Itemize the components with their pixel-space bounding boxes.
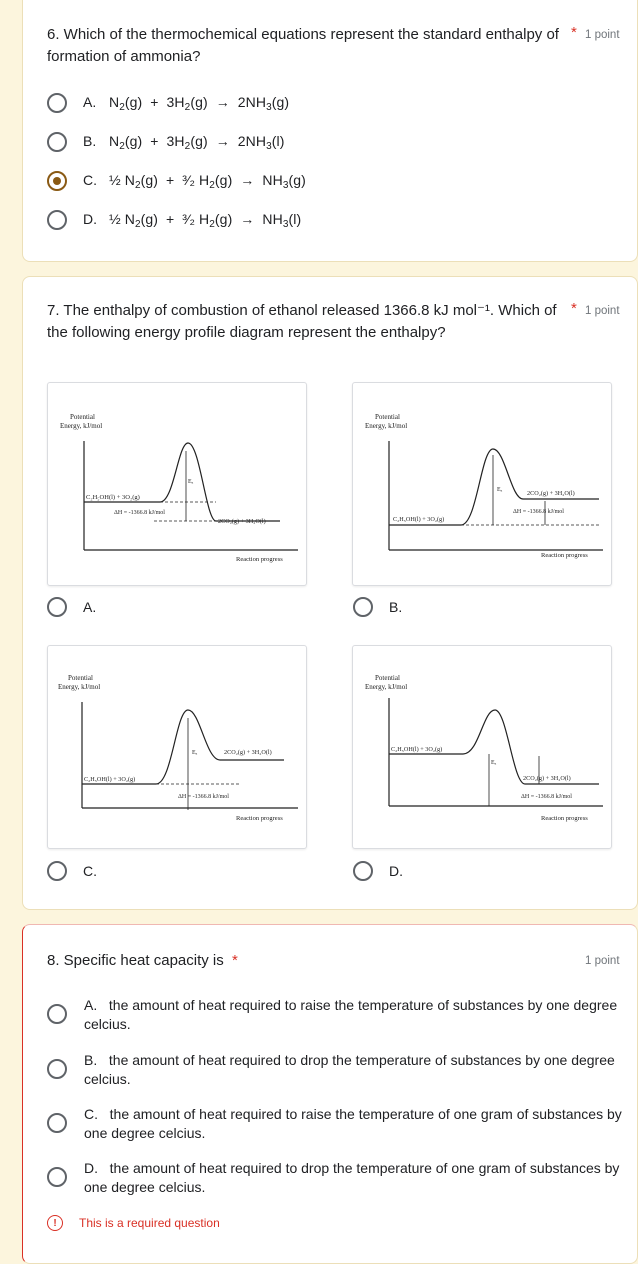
products-label: 2CO₂(g) + 3H₂O(l)	[523, 775, 571, 782]
diagram-d	[352, 645, 612, 849]
q8-option-c[interactable]	[47, 1105, 627, 1143]
y-axis-label: Potential	[68, 674, 93, 682]
radio-button-selected[interactable]	[47, 171, 67, 191]
q6-option-b[interactable]	[47, 132, 285, 152]
q8-option-d[interactable]	[47, 1159, 627, 1197]
y-axis-label: Energy, kJ/mol	[58, 683, 101, 691]
question-8-card	[22, 924, 638, 1264]
q7-option-c[interactable]	[47, 861, 97, 881]
radio-button[interactable]	[47, 1113, 67, 1133]
y-axis-label: Energy, kJ/mol	[365, 422, 408, 430]
delta-h-label: ΔH = -1366.8 kJ/mol	[521, 794, 572, 800]
x-axis-label: Reaction progress	[541, 815, 588, 822]
x-axis-label: Reaction progress	[236, 815, 283, 822]
option-label: C. ½ $N_2(g)$ + ³⁄₂ $H_2(g) \to NH_3(g)$	[83, 171, 306, 191]
ea-label: Eₐ	[497, 487, 503, 493]
diagram-b	[352, 382, 612, 586]
option-label: A. $N_2(g) + 3H_2(g) \to 2NH_3(g)$	[83, 93, 290, 113]
option-label: B.	[389, 599, 403, 615]
option-label: B. the amount of heat required to drop the temperature of substances by one degree celcius.	[84, 1052, 615, 1087]
question-6-title: 6. Which of the thermochemical equations represent the standard enthalpy of formation of ammonia?	[47, 26, 559, 65]
reactants-label: C₂H₅OH(l) + 3O₂(g)	[86, 494, 140, 501]
q7-option-d[interactable]	[353, 861, 403, 881]
question-points: 1 point	[585, 955, 620, 967]
q6-option-a[interactable]	[47, 93, 289, 113]
delta-h-label: ΔH = -1366.8 kJ/mol	[114, 510, 165, 516]
y-axis-label: Potential	[375, 413, 400, 421]
ea-label: Eₐ	[192, 750, 198, 756]
radio-button[interactable]	[353, 597, 373, 617]
ea-label: Eₐ	[188, 479, 194, 485]
radio-button[interactable]	[47, 132, 67, 152]
required-asterisk: *	[571, 300, 577, 317]
products-label: 2CO₂(g) + 3H₂O(l)	[218, 518, 266, 525]
option-label: A. the amount of heat required to raise the temperature of substances by one degree celcius.	[84, 997, 618, 1032]
y-axis-label: Energy, kJ/mol	[365, 683, 408, 691]
required-asterisk: *	[571, 24, 577, 41]
question-points: 1 point	[585, 305, 620, 317]
option-label: A.	[83, 599, 97, 615]
q6-option-c[interactable]	[47, 171, 306, 191]
y-axis-label: Potential	[70, 413, 95, 421]
products-label: 2CO₂(g) + 3H₂O(l)	[527, 490, 575, 497]
reactants-label: C₂H₅OH(l) + 3O₂(g)	[393, 516, 445, 523]
reactants-label: C₂H₅OH(l) + 3O₂(g)	[84, 776, 136, 783]
q7-option-a[interactable]	[47, 597, 96, 617]
question-6-card	[22, 0, 638, 262]
radio-button[interactable]	[353, 861, 373, 881]
delta-h-label: ΔH = -1366.8 kJ/mol	[513, 509, 564, 515]
diagram-a	[47, 382, 307, 586]
q7-option-b[interactable]	[353, 597, 402, 617]
radio-button[interactable]	[47, 597, 67, 617]
diagram-c	[47, 645, 307, 849]
y-axis-label: Energy, kJ/mol	[60, 422, 103, 430]
radio-button[interactable]	[47, 210, 67, 230]
question-7-card	[22, 276, 638, 910]
q8-option-a[interactable]	[47, 996, 627, 1034]
q8-option-b[interactable]	[47, 1051, 627, 1089]
radio-button[interactable]	[47, 1059, 67, 1079]
radio-button[interactable]	[47, 93, 67, 113]
radio-button[interactable]	[47, 861, 67, 881]
option-label: B. $N_2(g) + 3H_2(g) \to 2NH_3(l)$	[83, 132, 285, 152]
y-axis-label: Potential	[375, 674, 400, 682]
question-7-title: 7. The enthalpy of combustion of ethanol released 1366.8 kJ mol⁻¹. Which of the following energy profile diagram represent the enthalpy?	[47, 302, 557, 341]
question-8-title: 8. Specific heat capacity is *	[47, 952, 238, 969]
products-label: 2CO₂(g) + 3H₂O(l)	[224, 749, 272, 756]
radio-button[interactable]	[47, 1167, 67, 1187]
required-asterisk: *	[231, 952, 238, 969]
option-label: D.	[389, 863, 403, 879]
ea-label: Eₐ	[491, 760, 497, 766]
option-label: C. the amount of heat required to raise the temperature of one gram of substances by one degree celcius.	[84, 1106, 622, 1141]
error-message: This is a required question	[79, 1216, 220, 1230]
reactants-label: C₂H₅OH(l) + 3O₂(g)	[391, 746, 443, 753]
q6-option-d[interactable]	[47, 210, 301, 230]
required-error	[47, 1215, 220, 1231]
option-label: D. ½ $N_2(g)$ + ³⁄₂ $H_2(g) \to NH_3(l)$	[83, 210, 302, 230]
x-axis-label: Reaction progress	[541, 552, 588, 559]
question-points: 1 point	[585, 29, 620, 41]
radio-button[interactable]	[47, 1004, 67, 1024]
error-icon: !	[47, 1215, 63, 1231]
x-axis-label: Reaction progress	[236, 556, 283, 563]
option-label: D. the amount of heat required to drop the temperature of one gram of substances by one degree celcius.	[84, 1160, 620, 1195]
option-label: C.	[83, 863, 97, 879]
delta-h-label: ΔH = -1366.8 kJ/mol	[178, 794, 229, 800]
